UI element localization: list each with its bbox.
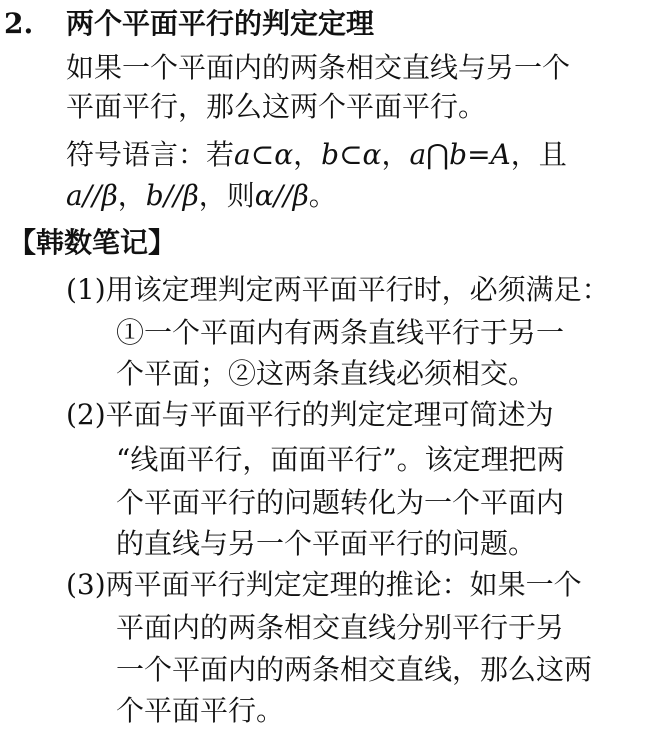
math-a: a xyxy=(66,179,83,212)
section-title: 两个平面平行的判定定理 xyxy=(66,7,375,40)
math-a: a xyxy=(234,138,251,171)
subset-symbol: ⊂ xyxy=(250,138,275,171)
note-text: 用该定理判定两平面平行时，必须满足： xyxy=(105,273,610,306)
math-A: A xyxy=(490,138,511,171)
separator: ， xyxy=(381,138,410,171)
then-text: ，则 xyxy=(198,179,255,212)
note-item-3-line-2: 平面内的两条相交直线分别平行于另 xyxy=(116,611,565,644)
math-beta: β xyxy=(182,179,199,212)
note-text: 两平面平行判定定理的推论：如果一个 xyxy=(105,568,582,601)
note-item-3-line-1 xyxy=(66,561,582,609)
conjunction-text: ，且 xyxy=(510,138,567,171)
math-beta: β xyxy=(292,179,309,212)
note-text: 平面与平面平行的判定定理可简述为 xyxy=(105,398,554,431)
note-number: (2) xyxy=(66,398,106,431)
math-a: a xyxy=(409,138,427,171)
symbol-language-label: 符号语言：若 xyxy=(66,138,235,171)
math-b: b xyxy=(449,138,468,171)
note-number: (1) xyxy=(66,273,106,306)
note-item-2-line-2: “线面平行，面面平行”。该定理把两 xyxy=(116,443,565,476)
math-b: b xyxy=(145,179,164,212)
notes-header: 【韩数笔记】 xyxy=(8,226,177,259)
separator: ， xyxy=(117,179,146,212)
note-item-3-line-4: 个平面平行。 xyxy=(116,694,285,727)
note-item-1-line-3: 个平面；②这两条直线必须相交。 xyxy=(116,357,537,390)
note-item-3-line-3: 一个平面内的两条相交直线，那么这两 xyxy=(116,653,593,686)
parallel-symbol: // xyxy=(163,179,183,212)
note-item-2-line-4: 的直线与另一个平面平行的问题。 xyxy=(116,527,537,560)
math-beta: β xyxy=(101,179,118,212)
parallel-symbol: // xyxy=(273,179,293,212)
statement-line-1: 如果一个平面内的两条相交直线与另一个 xyxy=(66,51,571,84)
note-item-1-line-2: ①一个平面内有两条直线平行于另一 xyxy=(116,316,565,349)
parallel-symbol: // xyxy=(82,179,102,212)
math-alpha: α xyxy=(274,138,294,171)
note-number: (3) xyxy=(66,568,106,601)
note-item-2-line-1 xyxy=(66,391,554,439)
statement-line-2: 平面平行，那么这两个平面平行。 xyxy=(66,90,487,123)
symbol-language-line-2 xyxy=(66,172,337,220)
section-number: 2. xyxy=(4,7,34,40)
math-alpha: α xyxy=(362,138,382,171)
separator: ， xyxy=(293,138,322,171)
math-alpha: α xyxy=(254,179,274,212)
math-b: b xyxy=(321,138,340,171)
subset-symbol: ⊂ xyxy=(339,138,363,171)
note-item-1-line-1 xyxy=(66,266,610,314)
intersection-symbol: ⋂ xyxy=(426,138,450,171)
equals-symbol: = xyxy=(467,138,491,171)
note-item-2-line-3: 个平面平行的问题转化为一个平面内 xyxy=(116,486,565,519)
period: 。 xyxy=(308,179,337,212)
